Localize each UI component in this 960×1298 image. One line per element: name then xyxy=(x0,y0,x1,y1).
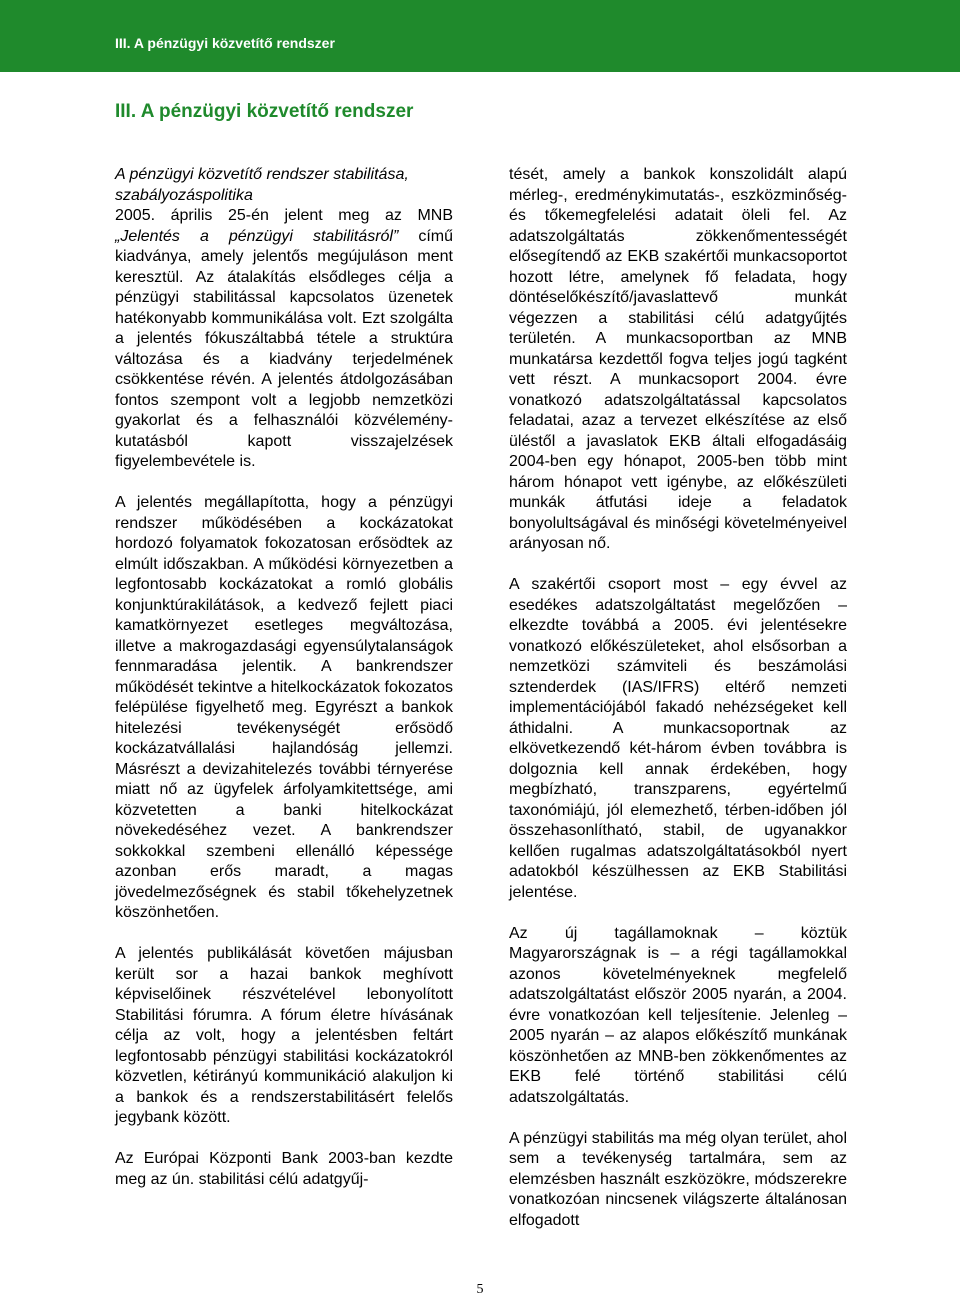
paragraph-3: A jelentés publikálását követően májusban került sor a hazai bankok meghívott képviselőinek részvételével lebonyolított Stabilitási fórumra. A fórum életre hívásának célja az volt, hogy a jelentésben feltárt legfontosabb pénzügyi stabilitási kockázatokról közvetlen, kétirányú kommunikáció alakuljon ki a bankok és a rendszerstabilitásért felelős jegybank között. xyxy=(115,945,453,1126)
paragraph-1 xyxy=(115,206,453,473)
section-subtitle: A pénzügyi közvetítő rendszer stabilitása, szabályozáspolitika xyxy=(115,166,409,204)
paragraph-2: A jelentés megállapította, hogy a pénzügyi rendszer működésében a kockázatokat hordozó folyamatok fokozatosan erősödtek az elmúlt időszakban. A működési környezetben a legfontosabb kockázatokat a romló globális konjunktúrakilátások, a kedvező fejlett piaci kamatkörnyezet esetleges megváltozása, illetve a makrogazdasági egyensúlytalanságok fennmaradása jelentik. A bankrendszer működését tekintve a hitelkockázatok fokozatos felépülése figyelhető meg. Egyrészt a bankok hitelezési tevékenységét erősödő kockázatvállalási hajlandóság jellemzi. Másrészt a devizahitelezés további térnyerése miatt nő az ügyfelek árfolyamkitettsége, ami közvetetten a banki hitelkockázat növekedéséhez vezet. A bankrendszer sokkokkal szembeni ellenálló képessége azonban erős maradt, a magas jövedelmezőségnek és stabil tőkehelyzetnek köszönhetően. xyxy=(115,494,453,921)
page-number: 5 xyxy=(476,1282,484,1297)
paragraph-6: A szakértői csoport most – egy évvel az esedékes adatszolgáltatást megelőzően – elkezdte továbbá a 2005. évi jelentésekre vonatkozó előkészületeket, ahol elsősorban a nemzetközi számviteli és beszámolási sztenderdek (IAS/IFRS) eltérő nemzeti implementációjából fakadó nehézségeket kell áthidalni. A munkacsoportnak az elkövetkezendő két-három évben továbbra is dolgoznia kell annak érdekében, hogy megbízható, transzparens, egyértelmű taxonómiájú, jól elemezhető, térben-időben jól összehasonlítható, stabil, de ugyanakkor kellően rugalmas adatszolgáltatásokból nyert adatokból készülhessen az EKB Stabilitási jelentése. xyxy=(509,576,847,901)
paragraph-4: Az Európai Központi Bank 2003-ban kezdte meg az ún. stabilitási célú adatgyűj- xyxy=(115,1150,453,1188)
publication-title: „Jelentés a pénzügyi stabilitásról” xyxy=(115,227,399,245)
section-title: III. A pénzügyi közvetítő rendszer xyxy=(115,101,414,122)
left-column xyxy=(115,165,453,1190)
running-title: III. A pénzügyi közvetítő rendszer xyxy=(115,35,335,51)
right-column xyxy=(509,165,847,1231)
paragraph-1-text-b: című kiadványa, amely jelentős megújuláson ment keresztül. Az átalakítás elsődleges célja a pénzügyi stabilitással kapcsolatos üzenetek hatékonyabb kommunikálása volt. Ezt szolgálta a jelentés fókuszáltabbá tétele a struktúra változása és a kiadvány terjedelmének csökkentése révén. A jelentés átdolgozásában fontos szempont volt a legjobb nemzetközi gyakorlat és a felhasználói közvélemény-kutatásból kapott visszajelzések figyelembevétele is. xyxy=(115,227,453,470)
paragraph-5: tését, amely a bankok konszolidált alapú mérleg-, eredménykimutatás-, eszközminőség- és tőkemegfelelési adatait öleli fel. Az adatszolgáltatás zökkenőmentességét elősegítendő az EKB szakértői munkacsoportot hozott létre, amelynek fő feladata, hogy döntéselőkészítő/javaslattevő munkát végezzen a stabilitási célú adatgyűjtés területén. A munkacsoportban az MNB munkatársa kezdettől fogva teljes jogú tagként vett részt. A munkacsoport 2004. évre vonatkozó adatszolgáltatással kapcsolatos feladatai, azaz a tervezet elkészítése az első üléstől a javaslatok EKB általi elfogadásáig 2004-ben egy hónapot, 2005-ben több mint három hónapot vett igénybe, az előkészületi munkák átfutási ideje a feladatok bonyolultságával és minőségi követelményeivel arányosan nő. xyxy=(509,166,847,552)
paragraph-1-text-a: 2005. április 25-én jelent meg az MNB xyxy=(115,207,453,224)
paragraph-8: A pénzügyi stabilitás ma még olyan terület, ahol sem a tevékenység tartalmára, sem az elemzésben használt eszközökre, módszerekre vonatkozóan nincsenek világszerte általánosan elfogadott xyxy=(509,1129,847,1229)
header-bar xyxy=(0,0,960,72)
paragraph-7: Az új tagállamoknak – köztük Magyarországnak is – a régi tagállamokkal azonos követelményeknek megfelelő adatszolgáltatást először 2005 nyarán, a 2004. évre vonatkozóan kell teljesítenie. Jelenleg – 2005 nyarán – az alapos előkészítő munkának köszönhetően az MNB-ben zökkenőmentes az EKB felé történő stabilitási célú adatszolgáltatás. xyxy=(509,924,847,1106)
